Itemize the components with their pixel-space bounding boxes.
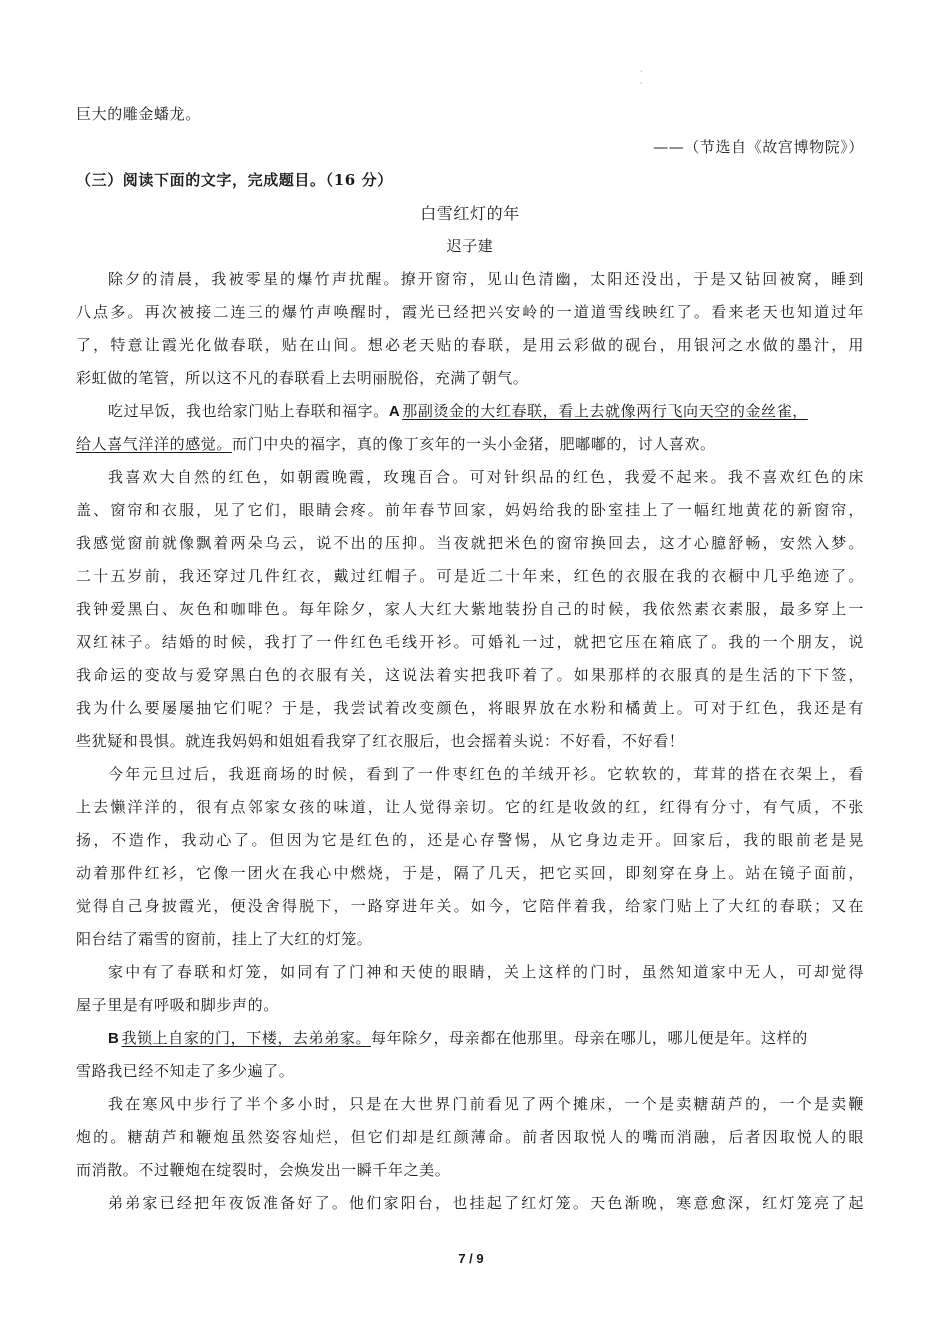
paragraph-line: 盖、窗帘和衣服，见了它们，眼睛会疼。前年春节回家，妈妈给我的卧室挂上了一幅红地黄花的新窗帘， (76, 501, 864, 519)
paragraph-line: 我在寒风中步行了半个多小时，只是在大世界门前看见了两个摊床，一个是卖糖葫芦的，一个是卖鞭 (108, 1095, 864, 1113)
paragraph-line: 我为什么要屡屡抽它们呢？于是，我尝试着改变颜色，将眼界放在水粉和橘黄上。可对于红色，我还是有 (76, 699, 864, 717)
underlined-sentence-a: 那副烫金的大红春联，看上去就像两行飞向天空的金丝雀， (402, 402, 808, 420)
paragraph-line: 炮的。糖葫芦和鞭炮虽然姿容灿烂，但它们却是红颜薄命。前者因取悦人的嘴而消融，后者因取悦人的眼 (76, 1128, 864, 1146)
paragraph-line (108, 1028, 864, 1049)
corner-mark-text: · (640, 67, 643, 76)
paragraph-line: 八点多。再次被接二连三的爆竹声唤醒时，霞光已经把兴安岭的一道道雪线映红了。看来老天也知道过年 (76, 303, 864, 321)
paragraph-line: 些犹疑和畏惧。就连我妈妈和姐姐看我穿了红衣服后，也会摇着头说：不好看，不好看！ (76, 732, 685, 750)
paragraph-line: 二十五岁前，我还穿过几件红衣，戴过红帽子。可是近二十年来，红色的衣服在我的衣橱中几乎绝迹了。 (76, 567, 864, 585)
paragraph-line (108, 401, 864, 422)
marker-a: A (388, 403, 401, 420)
line-text: 每年除夕，母亲都在他那里。母亲在哪儿，哪儿便是年。这样的 (371, 1029, 808, 1047)
paragraph-line: 雪路我已经不知走了多少遍了。 (76, 1062, 295, 1080)
paragraph-line: 弟弟家已经把年夜饭准备好了。他们家阳台，也挂起了红灯笼。天色渐晚，寒意愈深，红灯笼亮了起 (108, 1194, 864, 1212)
paragraph-line: 彩虹做的笔管，所以这不凡的春联看上去明丽脱俗，充满了朝气。 (76, 369, 529, 387)
paragraph-line: 我命运的变故与爱穿黑白色的衣服有关，这说法着实把我吓着了。如果那样的衣服真的是生活的下下签， (76, 666, 864, 684)
paragraph-line: 动着那件红衫，它像一团火在我心中燃烧，于是，隔了几天，把它买回，即刻穿在身上。站在镜子面前， (76, 864, 864, 882)
article-author: 迟子建 (446, 237, 494, 255)
corner-marks (640, 66, 643, 90)
page-number: 7 / 9 (458, 1251, 484, 1266)
paragraph-line: 双红袜子。结婚的时候，我打了一件红色毛线开衫。可婚礼一过，就把它压在箱底了。我的一个朋友，说 (76, 633, 864, 651)
paragraph-line: 觉得自己身披霞光，便没舍得脱下，一路穿进年关。如今，它陪伴着我，给家门贴上了大红的春联；又在 (76, 897, 864, 915)
prev-text-source: ——（节选自《故宫博物院》） (653, 138, 864, 156)
paragraph-line: 家中有了春联和灯笼，如同有了门神和天使的眼睛，关上这样的门时，虽然知道家中无人，可却觉得 (108, 963, 864, 981)
article-title: 白雪红灯的年 (420, 204, 520, 223)
paragraph-line: 我喜欢大自然的红色，如朝霞晚霞，玫瑰百合。可对针织品的红色，我爱不起来。我不喜欢红色的床 (108, 468, 864, 486)
paragraph-line: 而消散。不过鞭炮在绽裂时，会焕发出一瞬千年之美。 (76, 1161, 451, 1179)
line-text: 吃过早饭，我也给家门贴上春联和福字。 (108, 402, 389, 420)
section-heading: （三）阅读下面的文字，完成题目。（16 分） (76, 171, 393, 189)
paragraph-line (76, 434, 864, 454)
corner-mark-text: · (640, 79, 643, 88)
paragraph-line: 我感觉窗前就像飘着两朵乌云，说不出的压抑。当夜就把米色的窗帘换回去，这才心臆舒畅，安然入梦。 (76, 534, 864, 552)
paragraph-line: 阳台结了霜雪的窗前，挂上了大红的灯笼。 (76, 930, 373, 948)
paragraph-line: 除夕的清晨，我被零星的爆竹声扰醒。撩开窗帘，见山色清幽，太阳还没出，于是又钻回被窝，睡到 (108, 270, 864, 288)
paragraph-line: 我钟爱黑白、灰色和咖啡色。每年除夕，家人大红大紫地装扮自己的时候，我依然素衣素服，最多穿上一 (76, 600, 864, 618)
paragraph-line: 屋子里是有呼吸和脚步声的。 (76, 996, 279, 1014)
paragraph-line: 扬，不造作，我动心了。但因为它是红色的，还是心存警惕，从它身边走开。回家后，我的眼前老是晃 (76, 831, 864, 849)
underlined-sentence-a-cont: 给人喜气洋洋的感觉。 (76, 435, 233, 453)
underlined-sentence-b: 我锁上自家的门，下楼，去弟弟家。 (121, 1029, 372, 1047)
marker-b: B (108, 1030, 120, 1047)
paragraph-line: 了，特意让霞光化做春联，贴在山间。想必老天贴的春联，是用云彩做的砚台，用银河之水做的墨汁，用 (76, 336, 864, 354)
line-text: 而门中央的福字，真的像丁亥年的一头小金猪，肥嘟嘟的，讨人喜欢。 (232, 435, 716, 453)
paragraph-line: 今年元旦过后，我逛商场的时候，看到了一件枣红色的羊绒开衫。它软软的，茸茸的搭在衣架上，看 (108, 765, 864, 783)
paragraph-line: 上去懒洋洋的，很有点邻家女孩的味道，让人觉得亲切。它的红是收敛的红，红得有分寸，有气质，不张 (76, 798, 864, 816)
prev-text-tail: 巨大的雕金蟠龙。 (76, 105, 201, 123)
